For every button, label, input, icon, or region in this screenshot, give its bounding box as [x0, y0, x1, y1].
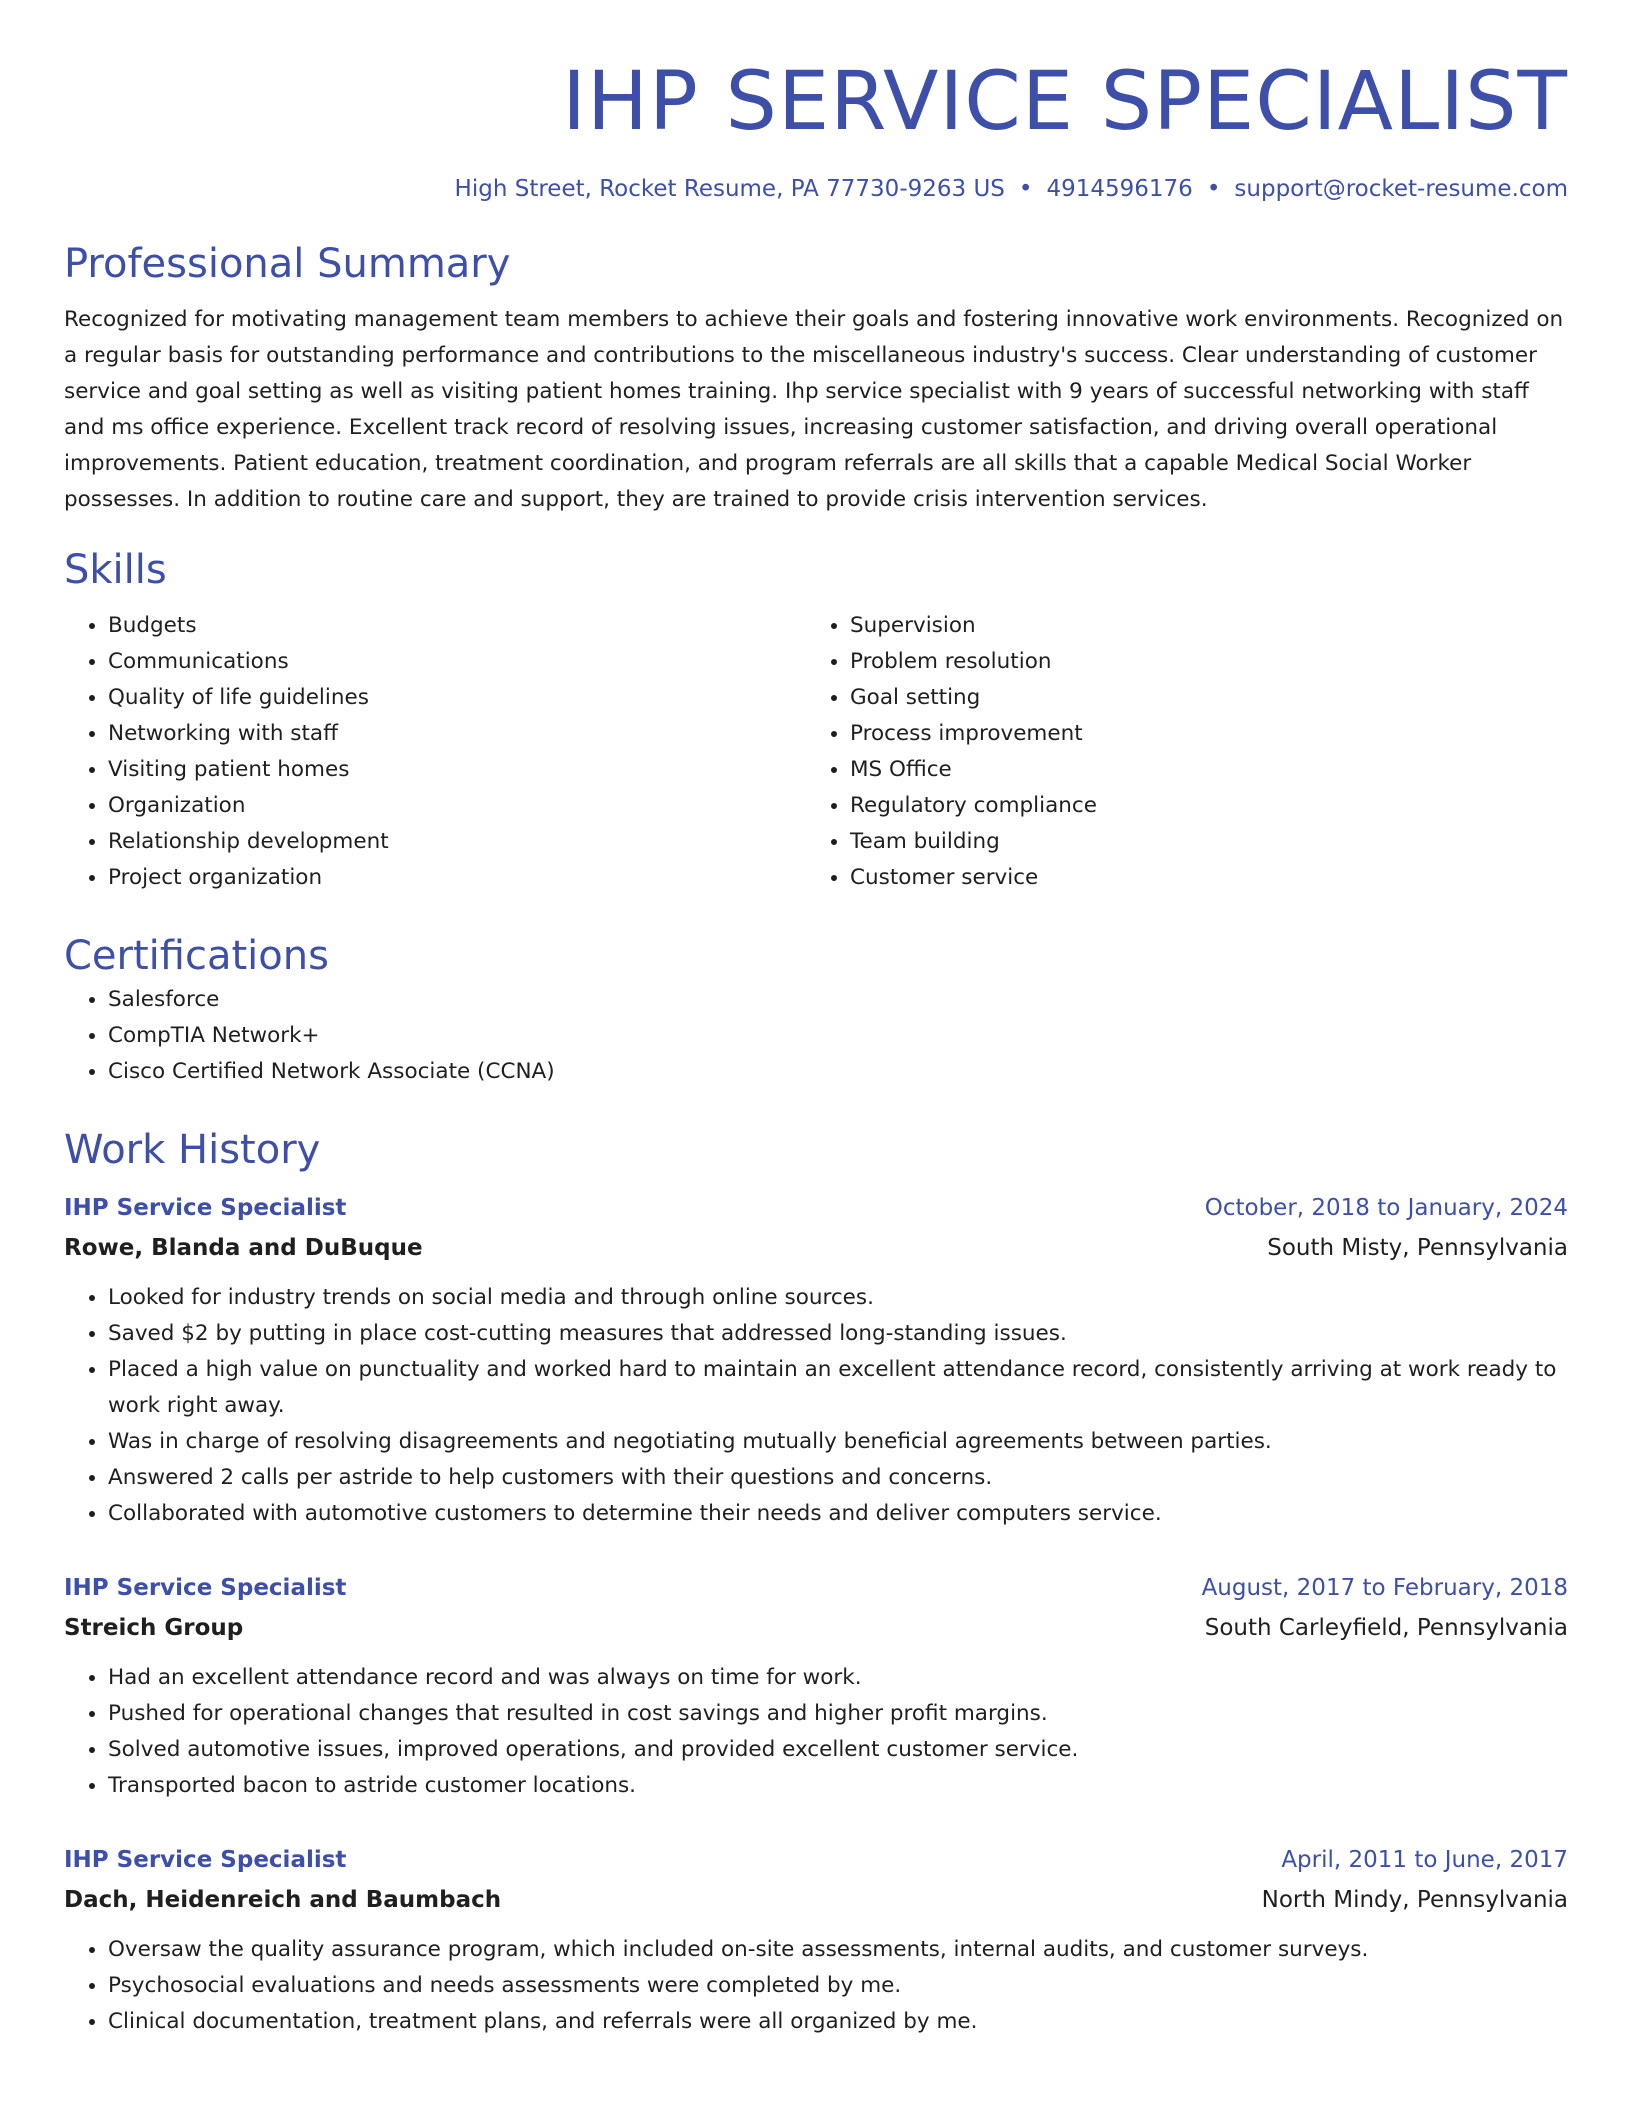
skills-column-right: [806, 608, 1548, 896]
job-employer-row: [64, 1882, 1568, 1918]
summary-section: [64, 238, 1568, 518]
skill-item: • Problem resolution: [850, 644, 1548, 680]
job-entry: [64, 1570, 1568, 1804]
job-title: IHP Service Specialist: [64, 1195, 347, 1221]
skill-item: • Budgets: [108, 608, 806, 644]
certification-item: • Salesforce: [108, 982, 1568, 1018]
job-company: Streich Group: [64, 1615, 244, 1641]
skill-item: • Networking with staff: [108, 716, 806, 752]
job-company: Rowe, Blanda and DuBuque: [64, 1235, 423, 1261]
job-header: [64, 1190, 1568, 1226]
summary-text: Recognized for motivating management team members to achieve their goals and fostering innovative work environments. Recognized on a regular basis for outstanding performance and contributions to the miscellaneous industry's success. Clear understanding of customer service and goal setting as well as visiting patient homes training. Ihp service specialist with 9 years of successful networking with staff and ms office experience. Excellent track record of resolving issues, increasing customer satisfaction, and driving overall operational improvements. Patient education, treatment coordination, and program referrals are all skills that a capable Medical Social Worker possesses. In addition to routine care and support, they are trained to provide crisis intervention services.: [64, 307, 1564, 512]
skill-item: • Quality of life guidelines: [108, 680, 806, 716]
job-duty-item: • Saved $2 by putting in place cost-cutting measures that addressed long-standing issues.: [108, 1316, 1568, 1352]
skill-item: • Visiting patient homes: [108, 752, 806, 788]
job-duty-item: • Psychosocial evaluations and needs assessments were completed by me.: [108, 1968, 1568, 2004]
job-title: IHP Service Specialist: [64, 1847, 347, 1873]
summary-heading: Professional Summary: [64, 241, 511, 287]
job-dates: April, 2011 to June, 2017: [1281, 1847, 1568, 1873]
job-duty-item: • Had an excellent attendance record and was always on time for work.: [108, 1660, 1568, 1696]
skill-item: • Team building: [850, 824, 1548, 860]
skill-item: • Goal setting: [850, 680, 1548, 716]
job-duty-item: • Answered 2 calls per astride to help customers with their questions and concerns.: [108, 1460, 1568, 1496]
job-duty-item: • Transported bacon to astride customer locations.: [108, 1768, 1568, 1804]
skill-item: • MS Office: [850, 752, 1548, 788]
job-duties-list: [64, 1280, 1568, 1532]
skills-list-right: [806, 608, 1548, 896]
job-duty-item: • Oversaw the quality assurance program, which included on-site assessments, internal audits, and customer surveys.: [108, 1932, 1568, 1968]
job-entry: [64, 1190, 1568, 1532]
skills-list-left: [64, 608, 806, 896]
work-history-section: [64, 1124, 1568, 2040]
job-duty-item: • Was in charge of resolving disagreements and negotiating mutually beneficial agreements between parties.: [108, 1424, 1568, 1460]
contact-phone: 4914596176: [1046, 176, 1193, 202]
certification-item: • Cisco Certified Network Associate (CCNA): [108, 1054, 1568, 1090]
job-location: South Carleyfield, Pennsylvania: [1204, 1615, 1568, 1641]
job-header: [64, 1570, 1568, 1606]
job-dates: October, 2018 to January, 2024: [1204, 1195, 1568, 1221]
contact-separator: •: [1018, 176, 1033, 202]
certification-item: • CompTIA Network+: [108, 1018, 1568, 1054]
skill-item: • Regulatory compliance: [850, 788, 1548, 824]
certifications-heading: Certifications: [64, 933, 329, 979]
job-duty-item: • Pushed for operational changes that resulted in cost savings and higher profit margins.: [108, 1696, 1568, 1732]
job-employer-row: [64, 1610, 1568, 1646]
skill-item: • Supervision: [850, 608, 1548, 644]
certifications-section: [64, 930, 1568, 1090]
job-duties-list: [64, 1932, 1568, 2040]
skill-item: • Communications: [108, 644, 806, 680]
contact-address: High Street, Rocket Resume, PA 77730-9263 US: [454, 176, 1005, 202]
skill-item: • Process improvement: [850, 716, 1548, 752]
work-history-heading: Work History: [64, 1127, 321, 1173]
skills-heading: Skills: [64, 547, 167, 593]
job-duty-item: • Looked for industry trends on social media and through online sources.: [108, 1280, 1568, 1316]
job-header: [64, 1842, 1568, 1878]
job-duty-item: • Collaborated with automotive customers to determine their needs and deliver computers service.: [108, 1496, 1568, 1532]
contact-email: support@rocket-resume.com: [1234, 176, 1568, 202]
job-company: Dach, Heidenreich and Baumbach: [64, 1887, 502, 1913]
contact-separator: •: [1206, 176, 1221, 202]
job-dates: August, 2017 to February, 2018: [1201, 1575, 1568, 1601]
job-duty-item: • Solved automotive issues, improved operations, and provided excellent customer service.: [108, 1732, 1568, 1768]
skills-column-left: [64, 608, 806, 896]
certifications-list: [64, 982, 1568, 1090]
skills-grid: [64, 608, 1568, 896]
job-duty-item: • Clinical documentation, treatment plans, and referrals were all organized by me.: [108, 2004, 1568, 2040]
job-employer-row: [64, 1230, 1568, 1266]
skills-section: [64, 544, 1568, 896]
job-duties-list: [64, 1660, 1568, 1804]
job-location: North Mindy, Pennsylvania: [1261, 1887, 1568, 1913]
skill-item: • Relationship development: [108, 824, 806, 860]
job-title: IHP Service Specialist: [64, 1575, 347, 1601]
skill-item: • Project organization: [108, 860, 806, 896]
contact-line: [64, 174, 1568, 204]
candidate-name: IHP SERVICE SPECIALIST: [562, 55, 1568, 149]
skill-item: • Customer service: [850, 860, 1548, 896]
job-location: South Misty, Pennsylvania: [1267, 1235, 1568, 1261]
job-entry: [64, 1842, 1568, 2040]
skill-item: • Organization: [108, 788, 806, 824]
job-duty-item: • Placed a high value on punctuality and worked hard to maintain an excellent attendance record, consistently arriving at work ready to work right away.: [108, 1352, 1568, 1424]
resume-page: [64, 0, 1568, 2040]
